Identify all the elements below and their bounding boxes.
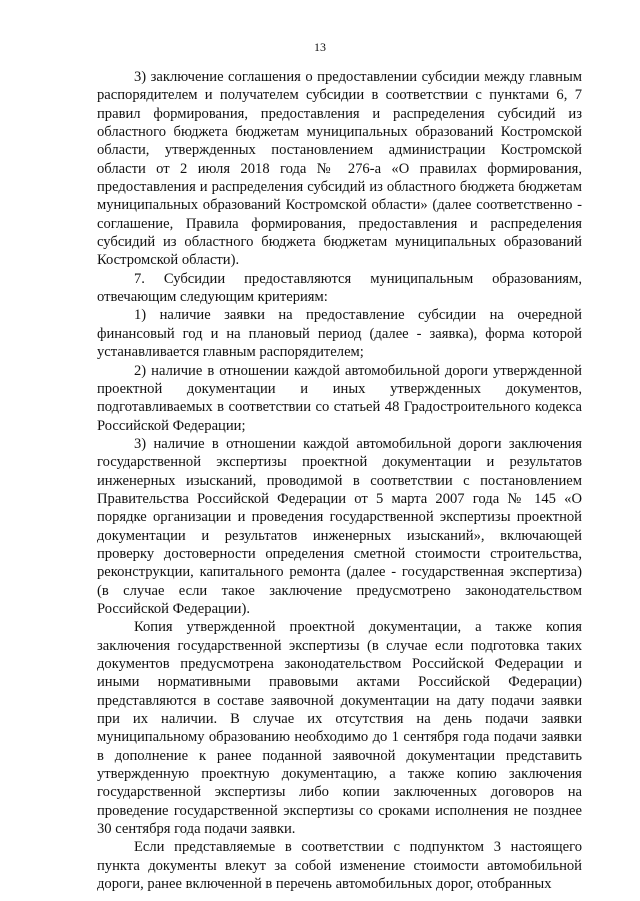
paragraph-criterion-3: 3) наличие в отношении каждой автомобильной дороги заключения государственной экспертизы проектной документации и результатов инженерных изысканий, проводимой в соответствии с постановлением Правительства Российской Федерации от 5 марта 2007 года № 145 «О порядке организации и проведения государственной экспертизы проектной документации и результатов инженерных изысканий», включающей проверку достоверности определения сметной стоимости строительства, реконструкции, капитального ремонта (далее - государственная экспертиза) (в случае если такое заключение предусмотрено законодательством Российской Федерации).: [97, 435, 582, 617]
paragraph-item-7: 7. Субсидии предоставляются муниципальным образованиям, отвечающим следующим критериям:: [97, 270, 582, 306]
document-body: [97, 68, 582, 893]
paragraph-criterion-1: 1) наличие заявки на предоставление субсидии на очередной финансовый год и на плановый период (далее - заявка), форма которой устанавливается главным распорядителем;: [97, 307, 582, 361]
page-number: 13: [314, 40, 326, 54]
paragraph-agreement: 3) заключение соглашения о предоставлении субсидии между главным распорядителем и получателем субсидии в соответствии с пунктами 6, 7 правил формирования, предоставления и распределения субсидий из областного бюджета бюджетам муниципальных образований Костромской области, утвержденных постановлением администрации Костромской области от 2 июля 2018 года № 276-а «О правилах формирования, предоставления и распределения субсидий из областного бюджета бюджетам муниципальных образований Костромской области» (далее соответственно - соглашение, Правила формирования, предоставления и распределения субсидий из областного бюджета бюджетам муниципальных образований Костромской области).: [97, 69, 582, 269]
paragraph-cost-change: Если представляемые в соответствии с подпунктом 3 настоящего пункта документы влекут за собой изменение стоимости автомобильной дороги, ранее включенной в перечень автомобильных дорог, отобранных: [97, 839, 582, 893]
paragraph-criterion-2: 2) наличие в отношении каждой автомобильной дороги утвержденной проектной документации и иных утвержденных документов, подготавливаемых в соответствии со статьей 48 Градостроительного кодекса Российской Федерации;: [97, 362, 582, 434]
paragraph-documentation-copy: Копия утвержденной проектной документации, а также копия заключения государственной экспертизы (в случае если подготовка таких документов предусмотрена законодательством Российской Федерации и иными нормативными правовыми актами Российской Федерации) представляются в составе заявочной документации на дату подачи заявки при их наличии. В случае их отсутствия на день подачи заявки муниципальному образованию необходимо до 1 сентября года подачи заявки в дополнение к ранее поданной заявочной документации представить утвержденную проектную документацию, а также копию заключения государственной экспертизы либо копии заключенных договоров на проведение государственной экспертизы со сроками исполнения не позднее 30 сентября года подачи заявки.: [97, 619, 582, 838]
